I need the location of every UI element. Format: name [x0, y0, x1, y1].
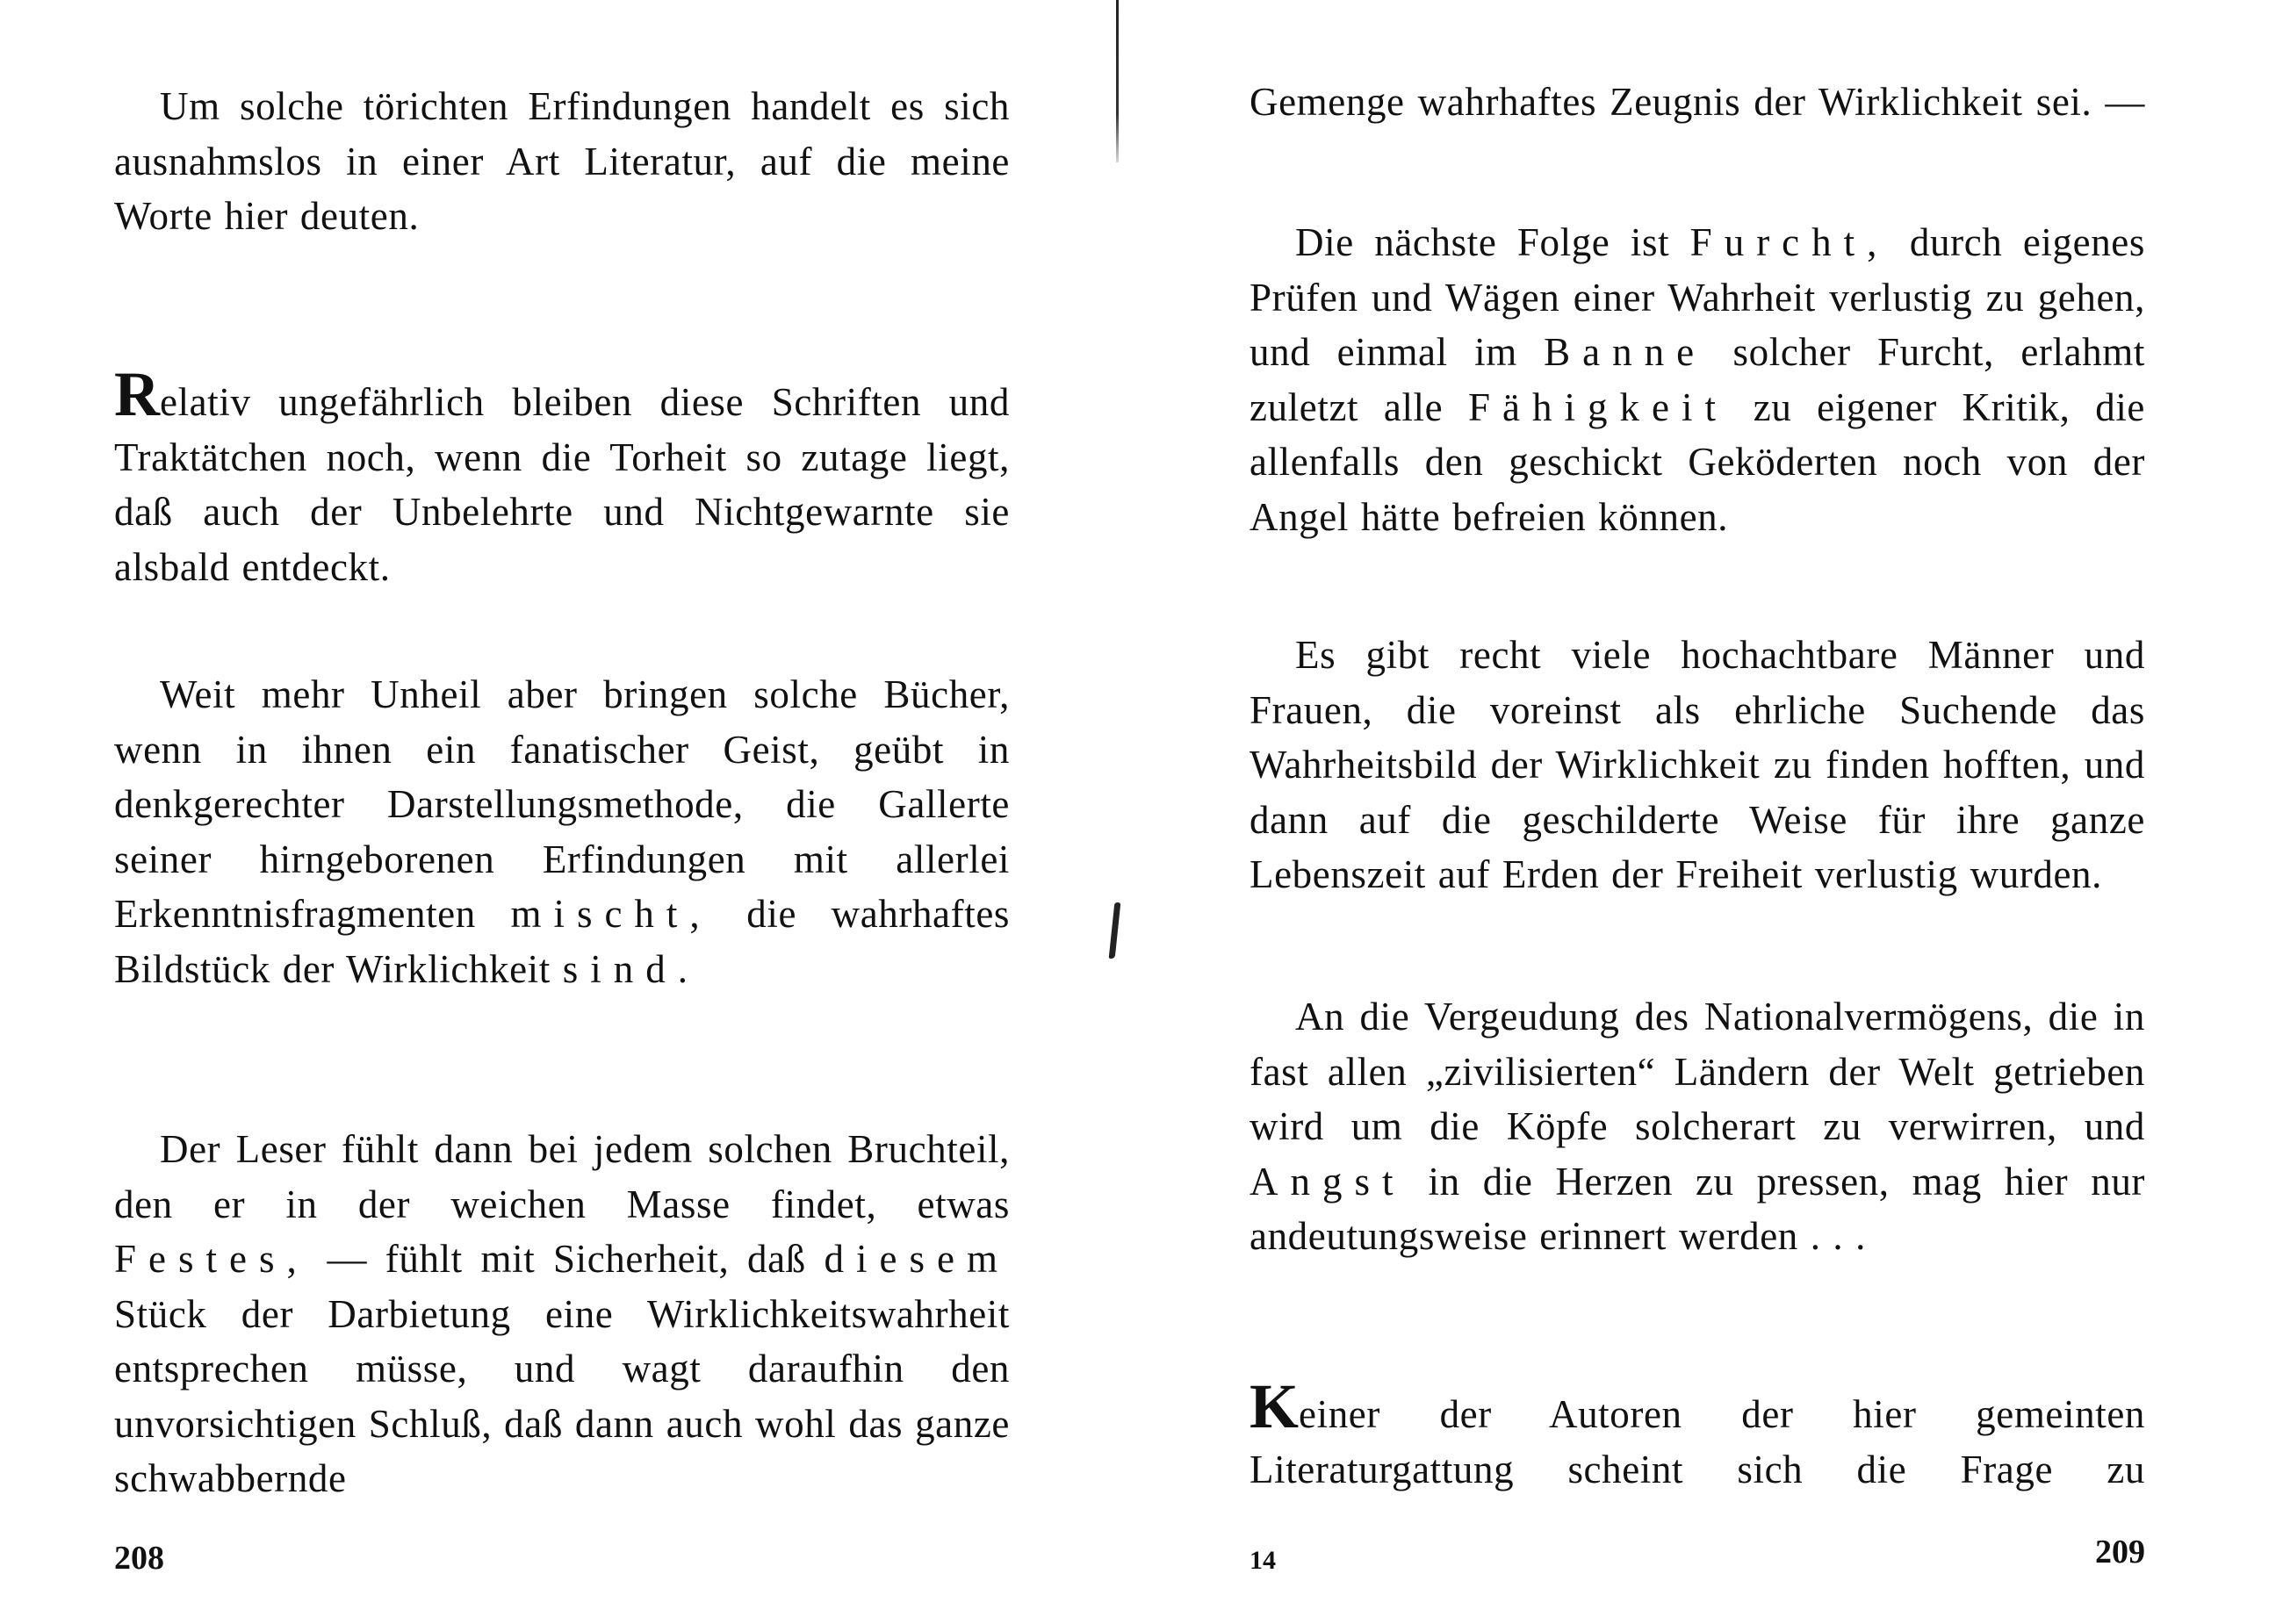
left-paragraph-2-text: elativ ungefährlich bleiben diese Schriften und Traktätchen noch, wenn die Torheit so zutage liegt, daß auch der Unbelehrte und Nichtgewarnte sie alsbald entdeckt.	[114, 380, 1010, 589]
emphasis-sind: sind.	[562, 946, 700, 991]
left-paragraph-4	[114, 1122, 1010, 1506]
right-paragraph-4-text-after: in die Herzen zu pressen, mag hier nur andeutungsweise erinnert werden . . .	[1250, 1159, 2146, 1258]
right-paragraph-1-text: Gemenge wahrhaftes Zeugnis der Wirklichkeit sei. —	[1250, 80, 2145, 124]
right-paragraph-2	[1250, 215, 2145, 544]
left-paragraph-3	[114, 667, 1010, 996]
emphasis-angst: Angst	[1250, 1159, 1406, 1204]
right-paragraph-3	[1250, 628, 2145, 902]
emphasis-diesem: diesem	[824, 1237, 1010, 1281]
emphasis-faehigkeit: Fähigkeit	[1468, 384, 1728, 429]
right-paragraph-2-text-1: Die nächste Folge ist	[1295, 220, 1670, 264]
right-paragraph-5-text: einer der Autoren der hier gemeinten Literaturgattung scheint sich die Frage zu	[1250, 1392, 2145, 1491]
drop-initial-k: K	[1250, 1371, 1300, 1441]
right-paragraph-5	[1250, 1371, 2145, 1497]
binding-mark	[1109, 902, 1121, 959]
left-paragraph-4-text-middle: — fühlt mit Sicherheit, daß	[327, 1237, 806, 1281]
left-paragraph-4-text-before: Der Leser fühlt dann bei jedem solchen Bruchteil, den er in der weichen Masse findet, etwas	[114, 1127, 1010, 1226]
right-paragraph-4-text-before: An die Vergeudung des Nationalvermögens, die in fast allen „zivilisierten“ Ländern der Welt getrieben wird um die Köpfe solcherart zu verwirren, und	[1250, 995, 2145, 1148]
left-paragraph-2	[114, 359, 1010, 594]
left-paragraph-4-text-after: Stück der Darbietung eine Wirklichkeitswahrheit entsprechen müsse, und wagt daraufhin den unvorsichtigen Schluß, daß dann auch wohl das ganze schwabbernde	[114, 1291, 1010, 1500]
right-paragraph-2-text-3: solcher Furcht, erlahmt zuletzt alle	[1250, 330, 2145, 429]
right-paragraph-2-text-2: durch eigenes Prüfen und Wägen einer Wahrheit verlustig zu gehen, und einmal im	[1250, 220, 2145, 374]
left-paragraph-1	[114, 79, 1010, 244]
signature-mark: 14	[1250, 1546, 1276, 1575]
right-paragraph-2-text-4: zu eigener Kritik, die allenfalls den geschickt Geköderten noch von der Angel hätte befreien können.	[1250, 384, 2146, 539]
drop-initial-r: R	[114, 359, 160, 429]
emphasis-mischt: mischt,	[510, 892, 712, 936]
right-page	[1250, 0, 2145, 1624]
page-number-right: 209	[2095, 1534, 2145, 1570]
left-paragraph-1-text: Um solche törichten Erfindungen handelt es sich ausnahmslos in einer Art Literatur, auf die meine Worte hier deuten.	[114, 84, 1010, 238]
emphasis-furcht: Furcht,	[1689, 220, 1890, 264]
emphasis-festes: Festes,	[114, 1237, 309, 1281]
right-paragraph-3-text: Es gibt recht viele hochachtbare Männer und Frauen, die voreinst als ehrliche Suchende das Wahrheitsbild der Wirklichkeit zu finden hofften, und dann auf die geschilderte Weise für ihre ganze Lebenszeit auf Erden der Freiheit verlustig wurden.	[1250, 633, 2145, 896]
left-paragraph-3-text-middle: die wahrhaftes Bildstück der Wirklichkeit	[114, 892, 1011, 991]
binding-shadow-line	[1116, 0, 1119, 162]
left-page	[114, 0, 1010, 1624]
left-paragraph-3-text-before: Weit mehr Unheil aber bringen solche Bücher, wenn in ihnen ein fanatischer Geist, geübt in denkgerechter Darstellungsmethode, die Gallerte seiner hirngeborenen Erfindungen mit allerlei Erkenntnisfragmenten	[114, 672, 1010, 936]
right-paragraph-4	[1250, 989, 2145, 1264]
right-paragraph-1	[1250, 75, 2145, 130]
emphasis-banne: Banne	[1544, 330, 1707, 374]
page-number-left: 208	[114, 1540, 164, 1577]
